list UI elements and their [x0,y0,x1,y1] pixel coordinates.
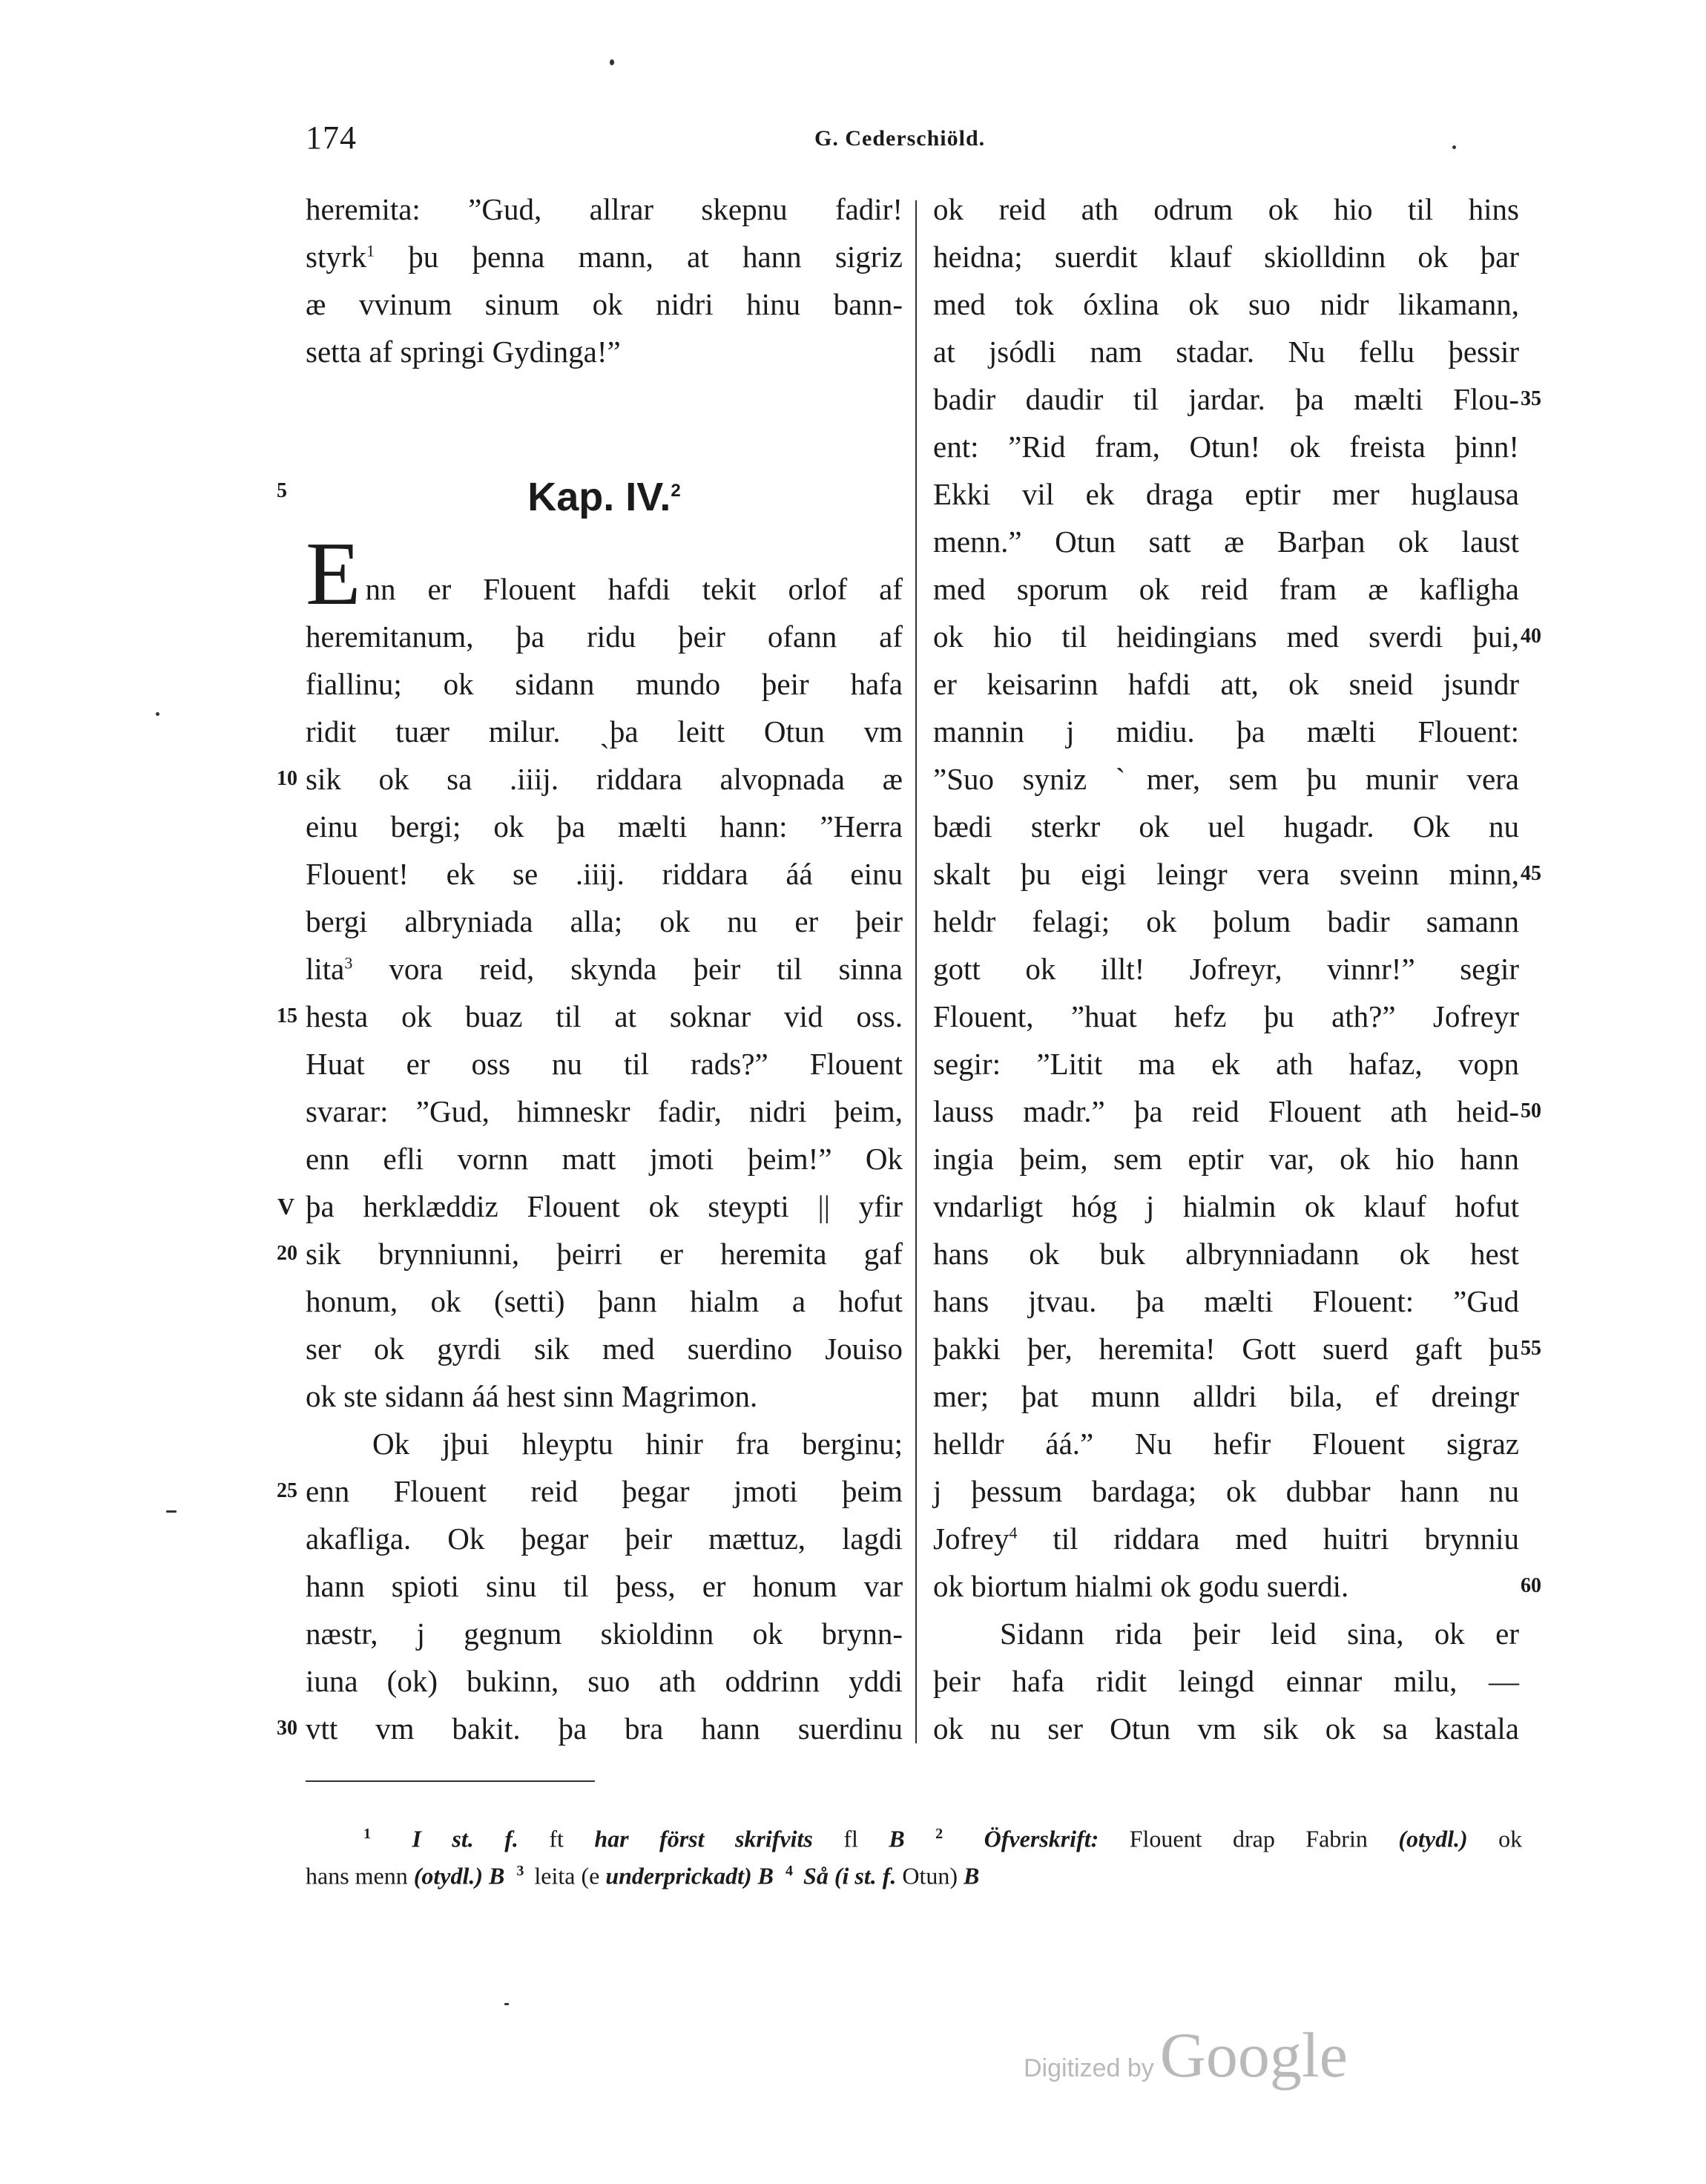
footnote-number: 3 [516,1863,524,1879]
text-line: Sidann rida þeir leid sina, ok er [1000,1616,1519,1651]
text-line: mer; þat munn alldri bila, ef dreingr [933,1379,1519,1413]
footnote-text: hans menn [306,1862,408,1889]
margin-mark: V [277,1193,295,1220]
footnote-text: I st. f. [412,1825,518,1852]
footnote-marker: 1 [366,241,375,260]
text-line: svarar: ”Gud, himneskr fadir, nidri þeim, [306,1094,903,1128]
text-line: hans ok buk albrynniadann ok hest [933,1237,1519,1271]
line-number: 40 [1521,625,1541,648]
footnote-text: underprickadt) B [605,1862,774,1889]
footnote-line [306,1816,1522,1852]
text-line: sik brynniunni, þeirri er heremita gaf [306,1237,903,1271]
scan-speck [1452,145,1456,149]
watermark-prefix: Digitized by [1024,2054,1154,2082]
text-line: med tok óxlina ok suo nidr likamann, [933,287,1519,321]
text-line: akafliga. Ok þegar þeir mættuz, lagdi [306,1522,903,1556]
text-fragment: vora reid, skynda þeir til sinna [389,952,903,986]
text-line: hans jtvau. þa mælti Flouent: ”Gud [933,1284,1519,1318]
footnote-text: (otydl.) [1398,1825,1468,1852]
page-number: 174 [306,119,357,156]
footnote-text: Flouent drap Fabrin [1129,1825,1368,1852]
scan-speck [156,712,159,716]
footnote-number: 1 [363,1826,371,1842]
line-number: 15 [277,1004,297,1027]
running-head: G. Cederschiöld. [814,126,986,151]
text-line: ingia þeim, sem eptir var, ok hio hann [933,1142,1519,1176]
text-line: enn Flouent reid þegar jmoti þeim [306,1474,903,1508]
text-fragment: þu þenna mann, at hann sigriz [408,240,903,274]
text-line: Flouent, ”huat hefz þu ath?” Jofreyr [933,999,1519,1033]
text-line: þakki þer, heremita! Gott suerd gaft þu [933,1332,1519,1366]
line-number: 50 [1521,1099,1541,1122]
footnote-text: ok [1498,1825,1523,1852]
text-line: Huat er oss nu til rads?” Flouent [306,1047,903,1081]
column-divider [915,200,917,1743]
text-line: bergi albryniada alla; ok nu er þeir [306,904,903,938]
footnote-number: 2 [935,1826,943,1842]
text-line: enn efli vornn matt jmoti þeim!” Ok [306,1142,903,1176]
text-line: at jsódli nam stadar. Nu fellu þessir [933,335,1519,369]
drop-cap: E [306,524,361,624]
text-line: þeir hafa ridit leingd einnar milu, — [933,1664,1519,1698]
text-line: Ekki vil ek draga eptir mer huglausa [933,477,1519,511]
text-line: ok nu ser Otun vm sik ok sa kastala [933,1711,1519,1746]
line-number: 30 [277,1717,297,1740]
line-number: 20 [277,1242,297,1265]
footnote-rule [306,1780,595,1782]
text-line [306,524,903,624]
footnote-marker: 4 [1009,1523,1018,1542]
footnote-marker: 3 [344,953,353,973]
scan-speck [166,1510,177,1513]
text-fragment: til riddara med huitri brynniu [1053,1522,1519,1556]
text-line [306,945,903,993]
line-number: 45 [1521,862,1541,885]
chapter-title: Kap. IV. [527,475,671,519]
text-line: heremita: ”Gud, allrar skepnu fadir! [306,192,903,226]
text-line: ser ok gyrdi sik med suerdino Jouiso [306,1332,903,1366]
text-line: menn.” Otun satt æ Barþan ok laust [933,524,1519,559]
text-line: setta af springi Gydinga!” [306,335,621,369]
scan-speck [504,2003,509,2005]
line-number: 5 [277,479,287,502]
footnote-text: leita (e [534,1862,600,1889]
text-line: ”Suo syniz ˋmer, sem þu munir vera [933,762,1519,796]
text-line [933,1515,1519,1562]
footnote-marker: 2 [671,481,681,501]
text-line: heidna; suerdit klauf skiolldinn ok þar [933,240,1519,274]
text-line: badir daudir til jardar. þa mælti Flou- [933,382,1519,416]
text-fragment: nn er Flouent hafdi tekit orlof af [365,572,903,606]
text-line: helldr áá.” Nu hefir Flouent sigraz [933,1427,1519,1461]
footnote-text: B [964,1862,980,1889]
text-line: ok hio til heidingians med sverdi þui, [933,619,1519,654]
digitized-by-google-watermark [1024,2018,1348,2092]
scan-speck [610,59,614,65]
text-line: med sporum ok reid fram æ kafligha [933,572,1519,606]
footnote-text: ft [549,1825,564,1852]
text-line: j þessum bardaga; ok dubbar hann nu [933,1474,1519,1508]
line-number: 60 [1521,1574,1541,1597]
text-fragment: Jofrey [933,1522,1010,1556]
text-line: gott ok illt! Jofreyr, vinnr!” segir [933,952,1519,986]
footnote-text: Öfverskrift: [984,1825,1099,1852]
footnote-text: har först skrifvits [594,1825,813,1852]
line-number: 55 [1521,1337,1541,1360]
text-line: ent: ”Rid fram, Otun! ok freista þinn! [933,430,1519,464]
text-line: Ok jþui hleyptu hinir fra berginu; [372,1427,903,1461]
text-line: segir: ”Litit ma ek ath hafaz, vopn [933,1047,1519,1081]
text-line: ok ste sidann áá hest sinn Magrimon. [306,1379,758,1413]
text-line: fiallinu; ok sidann mundo þeir hafa [306,667,903,701]
footnote-line [306,1853,1522,1889]
chapter-heading [306,467,903,521]
text-line: ridit tuær milur. ˎþa leitt Otun vm [306,714,903,749]
text-line: sik ok sa .iiij. riddara alvopnada æ [306,762,903,796]
footnote-number: 4 [786,1863,794,1879]
line-number: 25 [277,1479,297,1502]
text-line: næstr, j gegnum skioldinn ok brynn- [306,1616,903,1651]
text-line: hesta ok buaz til at soknar vid oss. [306,999,903,1033]
text-line: honum, ok (setti) þann hialm a hofut [306,1284,903,1318]
text-fragment: lita [306,952,345,986]
text-line: iuna (ok) bukinn, suo ath oddrinn yddi [306,1664,903,1698]
text-line: einu bergi; ok þa mælti hann: ”Herra [306,809,903,843]
text-line: lauss madr.” þa reid Flouent ath heid- [933,1094,1519,1128]
text-line: ok biortum hialmi ok godu suerdi. [933,1569,1349,1603]
footnote-text: fl [843,1825,858,1852]
text-line: æ vvinum sinum ok nidri hinu bann- [306,287,903,321]
text-line [306,233,903,280]
text-line: vndarligt hóg j hialmin ok klauf hofut [933,1189,1519,1223]
text-line: hann spioti sinu til þess, er honum var [306,1569,903,1603]
text-line: skalt þu eigi leingr vera sveinn minn, [933,857,1519,891]
text-line: bædi sterkr ok uel hugadr. Ok nu [933,809,1519,843]
footnote-text: Otun) [902,1862,958,1889]
text-line: heldr felagi; ok þolum badir samann [933,904,1519,938]
text-line: Flouent! ek se .iiij. riddara áá einu [306,857,903,891]
footnote-text: Så (i st. f. [803,1862,897,1889]
line-number: 35 [1521,387,1541,410]
text-line: vtt vm bakit. þa bra hann suerdinu [306,1711,903,1746]
text-line: mannin j midiu. þa mælti Flouent: [933,714,1519,749]
text-line: heremitanum, þa ridu þeir ofann af [306,619,903,654]
text-line: er keisarinn hafdi att, ok sneid jsundr [933,667,1519,701]
text-line: þa herklæddiz Flouent ok steypti || yfir [306,1189,903,1223]
footnote-text: B [889,1825,905,1852]
footnote-text: (otydl.) B [413,1862,505,1889]
line-number: 10 [277,767,297,790]
google-logo: Google [1159,2019,1348,2091]
text-line: ok reid ath odrum ok hio til hins [933,192,1519,226]
text-fragment: styrk [306,240,366,274]
